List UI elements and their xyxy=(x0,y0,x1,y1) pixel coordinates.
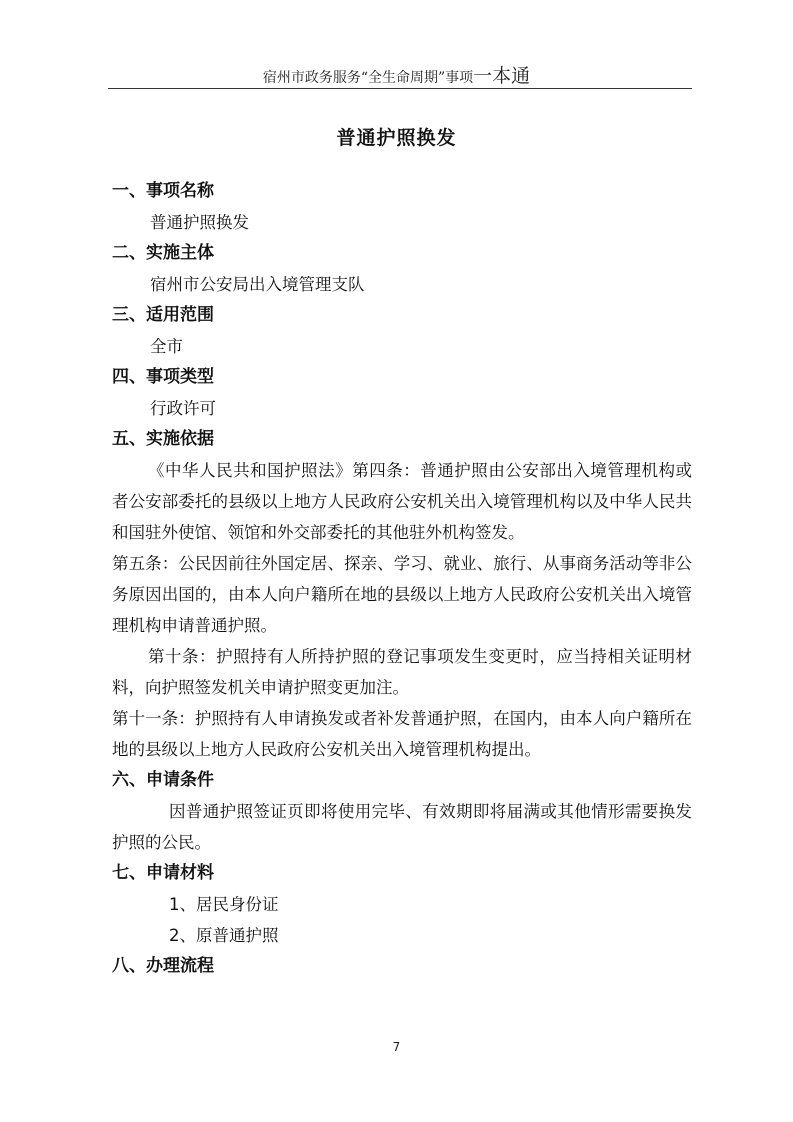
section-heading-item-type: 四、事项类型 xyxy=(112,367,214,387)
section-heading-conditions: 六、申请条件 xyxy=(112,770,214,790)
document-body xyxy=(112,176,692,982)
section-heading-implementing-body: 二、实施主体 xyxy=(112,243,214,263)
running-header xyxy=(0,61,793,88)
section-heading-process: 八、办理流程 xyxy=(112,956,214,976)
section-heading-item-name: 一、事项名称 xyxy=(112,181,214,201)
document-title: 普通护照换发 xyxy=(336,127,457,149)
section-heading-legal-basis: 五、实施依据 xyxy=(112,429,214,449)
legal-basis-article-4: 《中华人民共和国护照法》第四条：普通护照由公安部出入境管理机构或者公安部委托的县级以上地方人民政府公安机关出入境管理机构以及中华人民共和国驻外使馆、领馆和外交部委托的其他驻外机构签发。 xyxy=(112,461,692,542)
materials-list-item: 2、原普通护照 xyxy=(169,926,279,945)
materials-list-item: 1、居民身份证 xyxy=(169,895,279,914)
legal-basis-article-5: 第五条：公民因前往外国定居、探亲、学习、就业、旅行、从事商务活动等非公务原因出国的，由本人向户籍所在地的县级以上地方人民政府公安机关出入境管理机构申请普通护照。 xyxy=(112,554,692,635)
page-number: 7 xyxy=(392,1040,401,1054)
legal-basis-article-10: 第十条：护照持有人所持护照的登记事项发生变更时，应当持相关证明材料，向护照签发机关申请护照变更加注。 xyxy=(112,647,692,697)
section-heading-materials: 七、申请材料 xyxy=(112,863,214,883)
implementing-body-value: 宿州市公安局出入境管理支队 xyxy=(150,275,365,294)
header-divider xyxy=(108,88,692,89)
item-type-value: 行政许可 xyxy=(150,399,216,418)
section-heading-scope: 三、适用范围 xyxy=(112,305,214,325)
item-name-value: 普通护照换发 xyxy=(150,213,249,232)
running-header-prefix: 宿州市政务服务“全生命周期”事项 xyxy=(262,70,474,86)
running-header-suffix: 一本通 xyxy=(473,65,531,87)
legal-basis-article-11: 第十一条：护照持有人申请换发或者补发普通护照，在国内，由本人向户籍所在地的县级以上地方人民政府公安机关出入境管理机构提出。 xyxy=(112,709,692,759)
scope-value: 全市 xyxy=(150,337,183,356)
conditions-text: 因普通护照签证页即将使用完毕、有效期即将届满或其他情形需要换发护照的公民。 xyxy=(112,802,692,852)
